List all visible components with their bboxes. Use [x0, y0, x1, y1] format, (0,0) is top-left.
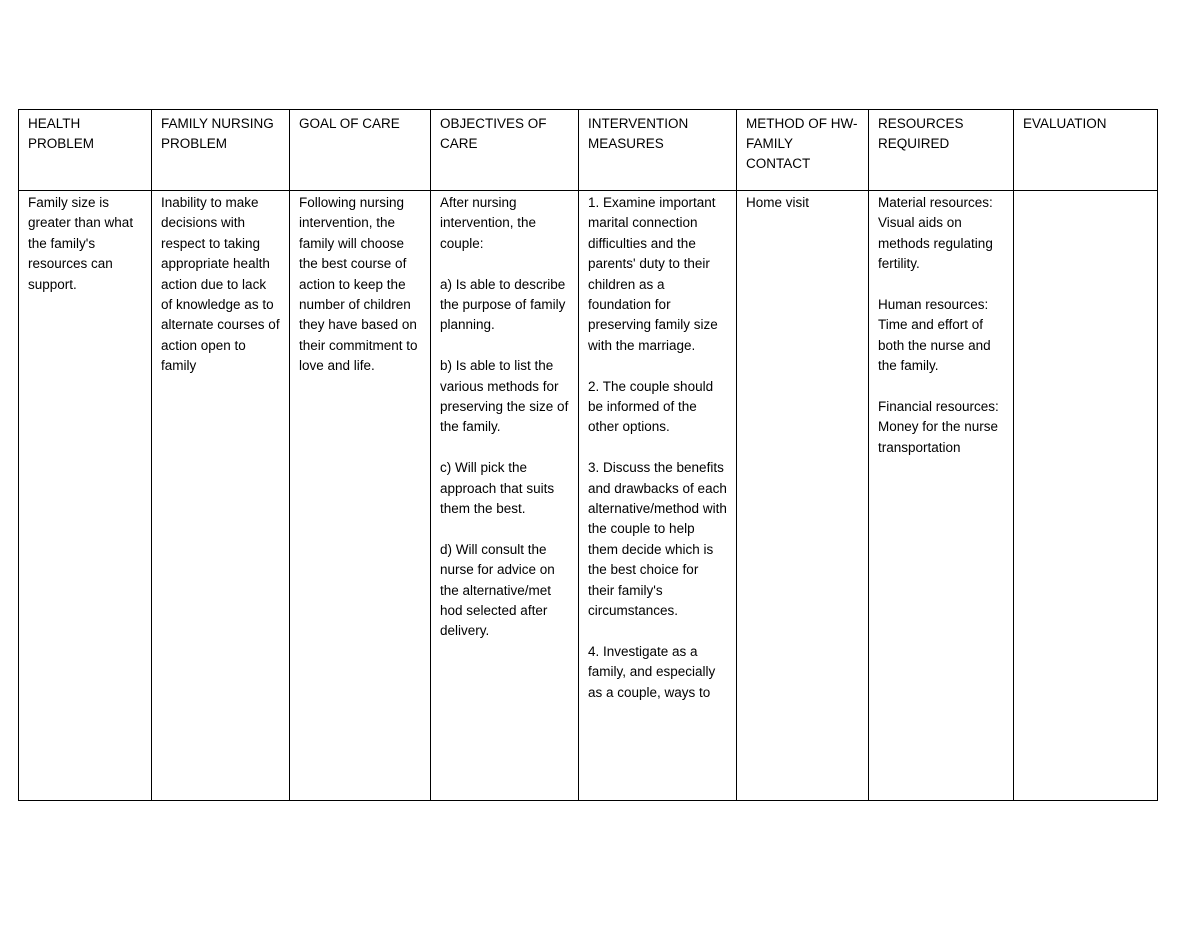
family-nursing-care-plan-table — [18, 109, 1158, 801]
resource-financial: Financial resources: Money for the nurse transportation — [878, 399, 999, 455]
header-health-problem: HEALTH PROBLEM — [19, 110, 152, 191]
cell-health-problem: Family size is greater than what the family's resources can support. — [19, 191, 152, 801]
header-objectives-of-care: OBJECTIVES OF CARE — [431, 110, 579, 191]
intervention-4: 4. Investigate as a family, and especially as a couple, ways to — [588, 643, 716, 700]
header-family-nursing-problem: FAMILY NURSING PROBLEM — [152, 110, 290, 191]
intervention-2: 2. The couple should be informed of the other options. — [588, 378, 714, 435]
cell-resources-required — [869, 191, 1014, 801]
objectives-intro: After nursing intervention, the couple: — [440, 195, 537, 251]
table-row — [19, 191, 1158, 801]
objective-b: b) Is able to list the various methods for preserving the size of the family. — [440, 358, 569, 435]
header-resources-required: RESOURCES REQUIRED — [869, 110, 1014, 191]
cell-objectives-of-care — [431, 191, 579, 801]
header-goal-of-care: GOAL OF CARE — [290, 110, 431, 191]
objective-c: c) Will pick the approach that suits them the best. — [440, 460, 555, 517]
header-intervention-measures: INTERVENTION MEASURES — [579, 110, 737, 191]
header-method-of-contact: METHOD OF HW-FAMILY CONTACT — [737, 110, 869, 191]
cell-intervention-measures — [579, 191, 737, 801]
intervention-3: 3. Discuss the benefits and drawbacks of each alternative/method with the couple to help them decide which is the best choice for their family's circumstances. — [588, 460, 727, 619]
cell-evaluation — [1014, 191, 1158, 801]
header-evaluation: EVALUATION — [1014, 110, 1158, 191]
cell-method-of-contact: Home visit — [737, 191, 869, 801]
cell-goal-of-care: Following nursing intervention, the family will choose the best course of action to keep the number of children they have based on their commitment to love and life. — [290, 191, 431, 801]
resource-material: Material resources: Visual aids on methods regulating fertility. — [878, 195, 993, 272]
cell-family-nursing-problem: Inability to make decisions with respect to taking appropriate health action due to lack of knowledge as to alternate courses of action open to family — [152, 191, 290, 801]
header-row — [19, 110, 1158, 191]
objective-a: a) Is able to describe the purpose of family planning. — [440, 276, 566, 333]
objective-d: d) Will consult the nurse for advice on the alternative/met hod selected after delivery. — [440, 541, 555, 639]
intervention-1: 1. Examine important marital connection difficulties and the parents' duty to their children as a foundation for preserving family size with the marriage. — [588, 195, 718, 353]
resource-human: Human resources: Time and effort of both the nurse and the family. — [878, 297, 991, 374]
